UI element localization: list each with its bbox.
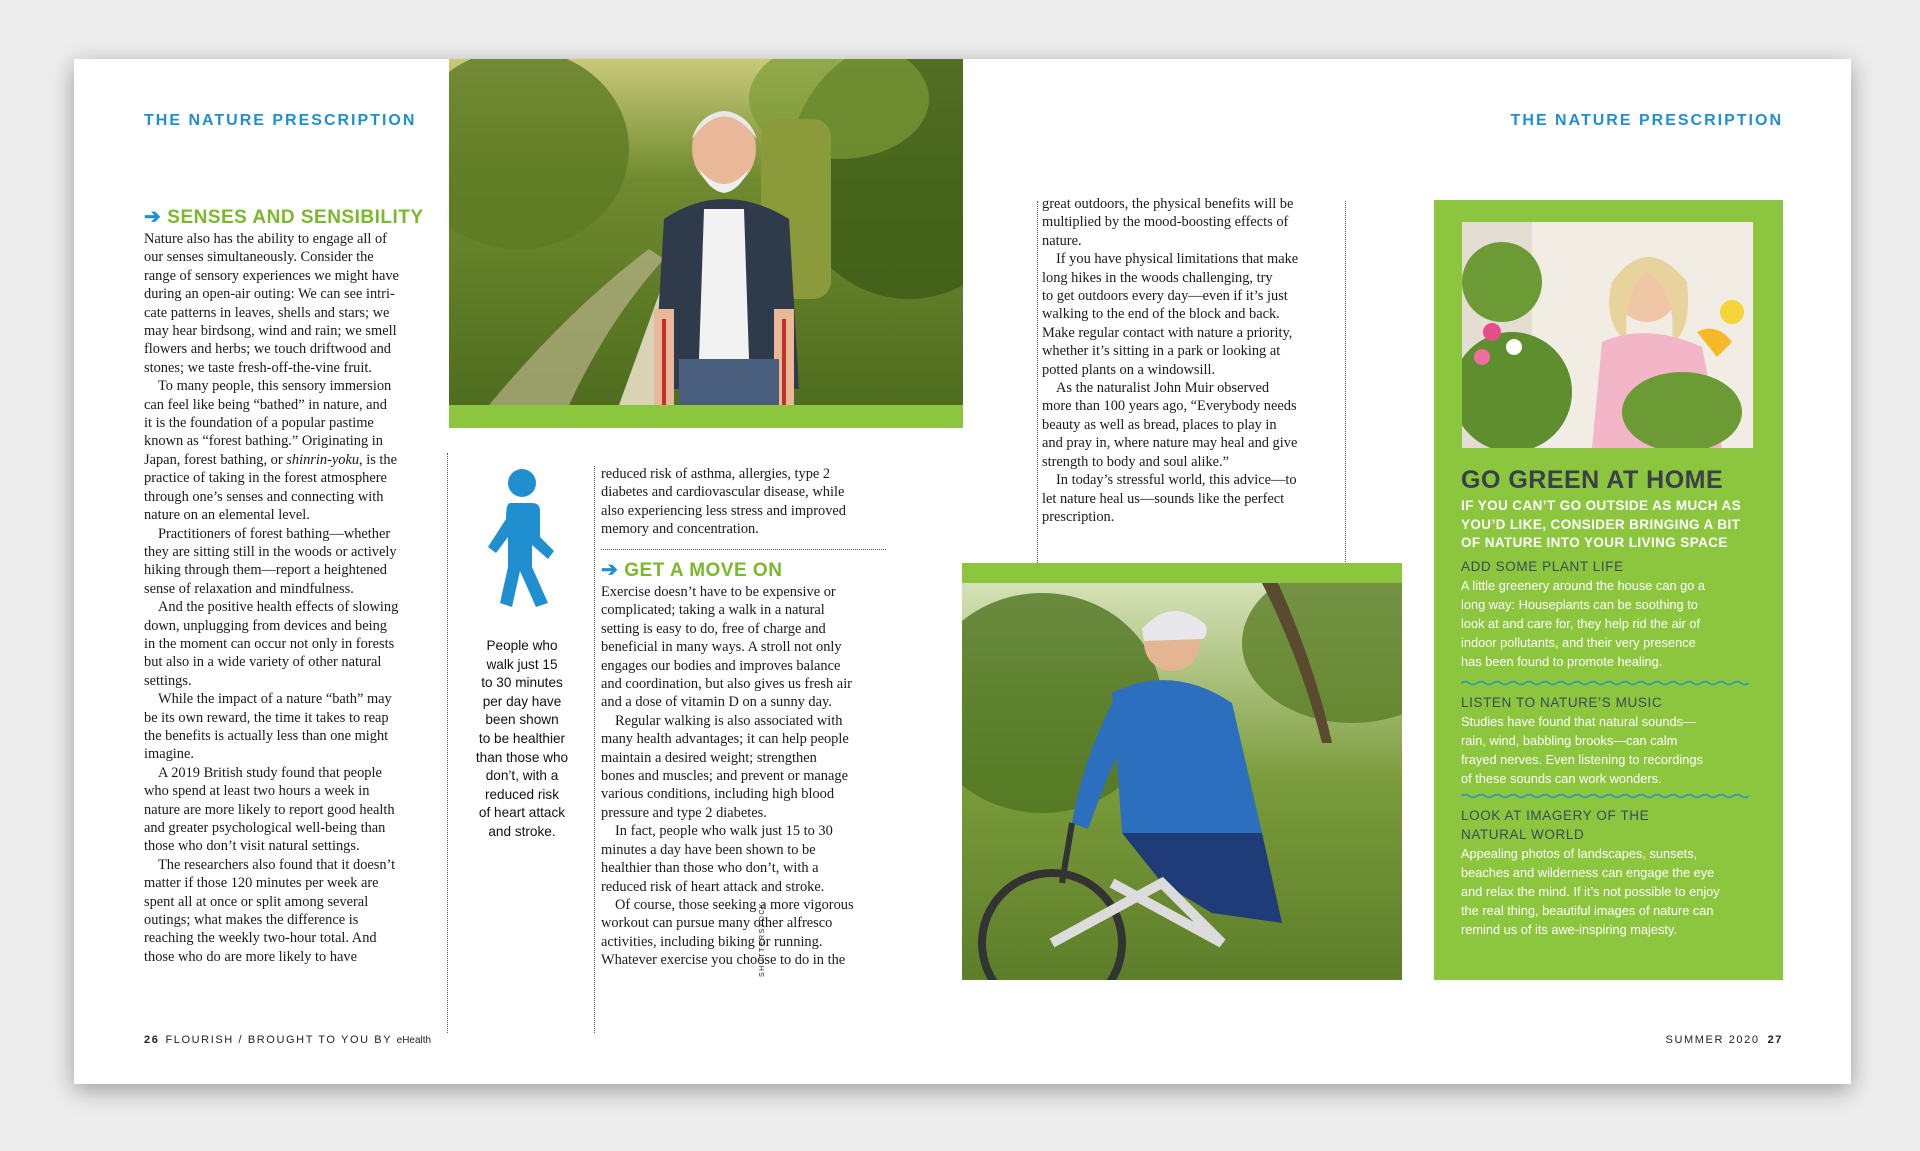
cyclist-photo (962, 563, 1402, 980)
hiker-photo (449, 59, 963, 428)
body-line: the benefits is actually less than one might (144, 727, 389, 744)
body-line: may hear birdsong, wind and rain; we smell (144, 323, 397, 340)
tip-text-imagery (1461, 845, 1761, 940)
body-line: Of course, those seeking a more vigorous (615, 896, 854, 913)
sidebar-deck-line: YOU’D LIKE, CONSIDER BRINGING A BIT (1461, 516, 1741, 532)
body-line: and coordination, but also gives us fresh air (601, 676, 852, 693)
tip-line: indoor pollutants, and their very presence (1461, 634, 1696, 650)
tip-heading-line: LOOK AT IMAGERY OF THE (1461, 808, 1650, 823)
column-divider (447, 453, 448, 1033)
body-line: The researchers also found that it doesn’t (158, 856, 396, 873)
body-column-3 (1042, 195, 1342, 526)
body-line: but also in a wide variety of other natural (144, 654, 382, 671)
walking-person-icon (462, 467, 582, 607)
body-line: it is the foundation of a popular pastime (144, 415, 374, 432)
body-line: during an open-air outing: We can see intri- (144, 286, 395, 303)
body-line: To many people, this sensory immersion (158, 378, 392, 395)
wavy-divider (1461, 793, 1749, 799)
callout-line: per day have (482, 693, 562, 709)
body-line: Exercise doesn’t have to be expensive or (601, 584, 836, 600)
body-line: flowers and herbs; we touch driftwood and (144, 341, 391, 358)
body-line: engages our bodies and improves balance (601, 657, 841, 674)
tip-heading-imagery (1461, 807, 1761, 844)
callout-line: don’t, with a (485, 768, 559, 784)
body-line: cate patterns in leaves, shells and stars; we (144, 304, 390, 321)
body-line: whether it’s sitting in a park or looking at (1042, 343, 1281, 360)
callout-line: been shown (485, 712, 559, 728)
body-line: reduced risk of asthma, allergies, type 2 (601, 466, 831, 482)
tip-heading-music: LISTEN TO NATURE’S MUSIC (1461, 695, 1663, 710)
body-line: many health advantages; it can help people (601, 731, 849, 748)
body-line: down, unplugging from devices and being (144, 617, 387, 634)
body-line: let nature heal us—sounds like the perfect (1042, 490, 1285, 507)
body-line: As the naturalist John Muir observed (1056, 380, 1270, 397)
body-line: can feel like being “bathed” in nature, and (144, 396, 387, 413)
body-line: strength to body and soul alike.” (1042, 453, 1230, 470)
body-line: also experiencing less stress and improved (601, 502, 846, 519)
body-line: range of sensory experiences we might have (144, 267, 399, 284)
body-line: through one’s senses and connecting with (144, 488, 384, 505)
body-line: healthier than those who don’t, with a (601, 860, 819, 877)
tip-line: long way: Houseplants can be soothing to (1461, 596, 1698, 612)
photo-credit: SHUTTERSTOCK (759, 901, 766, 977)
body-line: and pray in, where nature may heal and give (1042, 435, 1298, 452)
body-line: If you have physical limitations that make (1056, 251, 1299, 268)
tip-text-plant-life (1461, 577, 1761, 672)
body-line: our senses simultaneously. Consider the (144, 249, 374, 266)
woman-watering-plants-photo (1462, 222, 1753, 448)
section-heading-move: ➔ GET A MOVE ON (601, 559, 783, 581)
running-head-right: THE NATURE PRESCRIPTION (1510, 112, 1783, 129)
body-line: In fact, people who walk just 15 to 30 (615, 823, 833, 840)
sidebar-title: GO GREEN AT HOME (1461, 466, 1724, 494)
body-line: beauty as well as bread, places to play in (1042, 416, 1277, 433)
body-line: various conditions, including high blood (601, 786, 835, 803)
body-line: Japan, forest bathing, or shinrin-yoku, is the (144, 451, 398, 468)
wavy-divider (1461, 680, 1749, 686)
tip-line: A little greenery around the house can go a (1461, 578, 1706, 593)
body-line: known as “forest bathing.” Originating in (144, 433, 383, 450)
body-line: Nature also has the ability to engage all of (144, 231, 387, 247)
body-line: maintain a desired weight; strengthen (601, 749, 817, 766)
tip-heading-line: NATURAL WORLD (1461, 826, 1585, 842)
body-line: diabetes and cardiovascular disease, while (601, 484, 845, 501)
folio-left: 26 FLOURISH / BROUGHT TO YOU BY eHealth (144, 1034, 432, 1046)
callout-line: and stroke. (488, 823, 556, 839)
body-line: imagine. (144, 746, 194, 763)
body-line: who spend at least two hours a week in (144, 783, 370, 800)
body-line: In today’s stressful world, this advice—to (1056, 472, 1297, 489)
body-line: While the impact of a nature “bath” may (158, 691, 392, 708)
body-line: sense of relaxation and mindfulness. (144, 580, 354, 597)
body-line: spent all at once or split among several (144, 893, 369, 910)
callout-line: People who (486, 638, 558, 653)
tip-line: look at and care for, they help rid the air of (1461, 615, 1701, 631)
body-line: hiking through them—report a heightened (144, 562, 387, 579)
running-head-left: THE NATURE PRESCRIPTION (144, 112, 417, 129)
body-line: they are sitting still in the woods or actively (144, 543, 397, 560)
body-line: pressure and type 2 diabetes. (601, 804, 767, 821)
body-line: those who do are more likely to have (144, 948, 357, 965)
tip-line: beaches and wilderness can engage the eye (1461, 864, 1715, 880)
body-line: Whatever exercise you choose to do in the (601, 952, 846, 969)
body-line: minutes a day have been shown to be (601, 841, 816, 858)
walking-callout-text (452, 637, 592, 842)
arrow-right-icon: ➔ (144, 206, 162, 228)
body-column-2 (601, 583, 901, 970)
sidebar-go-green (1434, 200, 1783, 980)
callout-line: to 30 minutes (481, 675, 563, 691)
sidebar-deck-line: IF YOU CAN’T GO OUTSIDE AS MUCH AS (1461, 498, 1742, 513)
body-line: complicated; taking a walk in a natural (601, 602, 825, 619)
tip-text-music (1461, 713, 1761, 789)
body-line: Practitioners of forest bathing—whether (158, 525, 391, 542)
body-line: Regular walking is also associated with (615, 712, 843, 729)
magazine-spread (74, 59, 1851, 1084)
sidebar-deck-line: OF NATURE INTO YOUR LIVING SPACE (1461, 535, 1728, 551)
body-line: nature. (1042, 232, 1082, 249)
section-divider (601, 549, 886, 550)
column-divider (1345, 201, 1346, 592)
folio-right: SUMMER 2020 27 (1665, 1034, 1783, 1046)
callout-line: than those who (475, 749, 569, 765)
body-line: more than 100 years ago, “Everybody needs (1042, 398, 1297, 415)
callout-line: reduced risk (484, 786, 560, 802)
body-line: walking to the end of the block and back. (1042, 306, 1280, 323)
body-line: great outdoors, the physical benefits will be (1042, 196, 1294, 212)
tip-line: rain, wind, babbling brooks—can calm (1461, 732, 1678, 748)
arrow-right-icon: ➔ (601, 559, 619, 581)
tip-line: has been found to promote healing. (1461, 653, 1663, 669)
tip-line: remind us of its awe-inspiring majesty. (1461, 921, 1677, 937)
body-column-1 (144, 230, 444, 966)
ehealth-logo: eHealth (396, 1035, 432, 1046)
body-line: workout can pursue many other alfresco (601, 915, 833, 932)
column-divider (594, 466, 595, 1033)
body-line: setting is easy to do, free of charge and (601, 620, 826, 637)
body-line: A 2019 British study found that people (158, 764, 382, 781)
body-line: reduced risk of heart attack and stroke. (601, 878, 825, 895)
body-line: potted plants on a windowsill. (1042, 361, 1216, 378)
body-line: reaching the weekly two-hour total. And (144, 930, 377, 947)
body-line: those who don’t visit natural settings. (144, 838, 360, 855)
body-line: to get outdoors every day—even if it’s just (1042, 288, 1288, 305)
body-line: in the moment can occur not only in forests (144, 635, 395, 652)
body-column-2-top (601, 465, 901, 539)
callout-line: of heart attack (478, 805, 566, 821)
callout-line: walk just 15 (486, 656, 558, 672)
body-line: multiplied by the mood-boosting effects of (1042, 214, 1289, 231)
body-line: matter if those 120 minutes per week are (144, 875, 379, 892)
body-line: Make regular contact with nature a priority, (1042, 324, 1293, 341)
body-line: And the positive health effects of slowing (158, 599, 399, 616)
tip-line: the real thing, beautiful images of nature can (1461, 902, 1714, 918)
body-line: memory and concentration. (601, 521, 759, 538)
body-line: nature on an elemental level. (144, 507, 310, 524)
body-line: practice of taking in the forest atmosphere (144, 470, 387, 487)
body-line: and a dose of vitamin D on a sunny day. (601, 694, 832, 711)
body-line: and greater psychological well-being than (144, 820, 386, 836)
sidebar-deck (1461, 497, 1761, 553)
body-line: bones and muscles; and prevent or manage (601, 768, 848, 785)
body-line: stones; we taste fresh-off-the-vine fruit. (144, 359, 372, 376)
body-line: beneficial in many ways. A stroll not only (601, 639, 842, 656)
body-line: outings; what makes the difference is (144, 912, 359, 929)
tip-line: frayed nerves. Even listening to recordings (1461, 751, 1703, 767)
body-line: settings. (144, 672, 192, 689)
tip-line: and relax the mind. If it’s not possible to enjoy (1461, 883, 1720, 899)
body-line: long hikes in the woods challenging, try (1042, 269, 1273, 286)
body-line: prescription. (1042, 508, 1115, 525)
body-line: activities, including biking or running. (601, 933, 823, 950)
tip-line: Studies have found that natural sounds— (1461, 714, 1696, 729)
tip-line: Appealing photos of landscapes, sunsets, (1461, 846, 1698, 861)
body-line: nature are more likely to report good health (144, 801, 395, 818)
tip-line: of these sounds can work wonders. (1461, 770, 1662, 786)
callout-line: to be healthier (478, 730, 566, 746)
column-divider (1037, 201, 1038, 597)
tip-heading-plant-life: ADD SOME PLANT LIFE (1461, 559, 1624, 574)
body-line: be its own reward, the time it takes to reap (144, 709, 389, 726)
section-heading-senses: ➔ SENSES AND SENSIBILITY (144, 206, 424, 228)
